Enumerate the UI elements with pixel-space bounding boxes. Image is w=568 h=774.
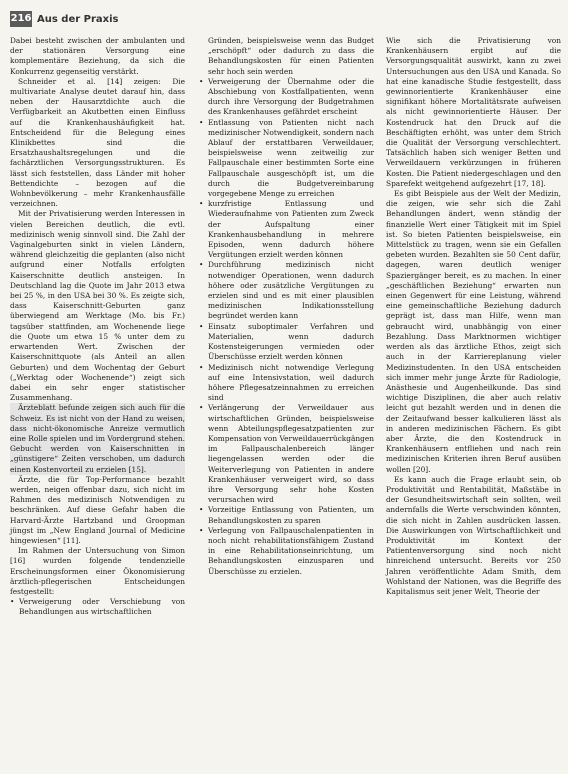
list-item: • Entlassung von Patienten nicht nach medizinischer Notwendigkeit, sondern nach Ablauf der erstattbaren Verweildauer, beispielsweise wenn zeitweilig zur Fallpauschale einer bestimmten Sorte eine Fallpauschale ausgeschöpft ist, um die durch die Budgetvereinbarung vorgegebene Menge zu erreichen [199,118,374,200]
paragraph: Gründen, beispielsweise wenn das Budget „erschöpft“ oder dadurch zu dass die Behandlungskosten für einen Patienten sehr hoch sein werden [208,36,374,76]
paragraph: Dabei besteht zwischen der ambulanten und der stationären Versorgung eine komplementäre Beziehung, da sich die Konkurrenz gegenseitig verstärkt. [10,36,185,76]
page-number: 216 [10,11,32,27]
text-column-1 [10,36,185,618]
paragraph: Es kann auch die Frage erlaubt sein, ob Produktivität und Rentabilität, Maßstäbe in der Gesundheitswirtschaft sein sollten, weil andernfalls die Werte verschwinden könnten, die sich nicht in Zahlen ausdrücken lassen. Die Auswirkungen von Wirtschaftlichkeit und Produktivität im Kontext der Patientenversorgung sind noch nicht hinreichend untersucht. Bereits vor 250 Jahren veröffentlichte Adam Smith, dem Wohlstand der Nationen, was die Begriffe des Kapitalismus seit jener Welt, Theorie der [386,474,561,596]
paragraph: Schneider et al. [14] zeigen: Die multivariate Analyse deutet darauf hin, dass neben der Hausarztdichte auch die Verfügbarkeit an Akutbetten einen Einfluss auf die Krankenhaushäufigkeit hat. Entscheidend für die Belegung eines Klinikbettes sind die Ersatzhaushaltsregelungen und die fachärztlichen Versorgungsstrukturen. Es lässt sich feststellen, dass Länder mit hoher Bettendichte – bezogen auf die Wohnbevölkerung – mehr Krankenhausfälle verzeichnen. [10,76,185,209]
bullet-list [199,77,374,577]
list-item: • Verlegung von Fallpauschalenpatienten in noch nicht rehabilitationsfähigem Zustand in eine Rehabilitationseinrichtung, um Behandlungskosten einzusparen und Überschüsse zu erzielen. [199,526,374,577]
list-item: • kurzfristige Entlassung und Wiederaufnahme von Patienten zum Zweck der Aufspaltung einer Krankenhausbehandlung in mehrere Episoden, wenn dadurch höhere Vergütungen erzielt werden können [199,199,374,260]
paragraph: Ärzteblatt befunde zeigen sich auch für die Schweiz. Es ist nicht von der Hand zu weisen, dass nicht-ökonomische Anreize vermutlich eine Rolle spielen und im Vordergrund stehen. Gebucht werden von Kaiserschnitten in „günstigere“ Zeiten verschoben, um dadurch einen Kostenvorteil zu erzielen [15]. [10,403,185,474]
text-column-2 [199,36,374,577]
list-item: • Verweigerung der Übernahme oder die Abschiebung von Kostfallpatienten, wenn durch ihre Versorgung der Budgetrahmen des Krankenhauses gefährdet erscheint [199,77,374,118]
list-item: • Verweigerung oder Verschiebung von Behandlungen aus wirtschaftlichen [10,597,185,617]
page-header [10,10,118,28]
paragraph: Es gibt Beispiele aus der Welt der Medizin, die zeigen, wie sehr sich die Zahl Behandlungen ändert, wenn ständig der finanzielle Wert einer Tätigkeit mit im Spiel ist. So bieten Patienten beispielsweise, ein Mittelstück zu tragen, wenn sie ein Gefallen gebeten wurden. Bezahlten sie 50 Cent dafür, dagegen, waren deutlich weniger Spaziergänger bereit, es zu machen. In einer „geschäftlichen Beziehung“ erwarten nun einen Gegenwert für eine Leistung, während eine gemeinschaftliche Beziehung dadurch geprägt ist, dass man Hilfe, wenn man gebraucht wird, unabhängig von einer Bezahlung. Dass Marktnormen wichtiger werden als das ärztliche Ethos, zeigt sich auch in der Karriereplanung vieler Medizinstudenten. In den USA entscheiden sich immer mehr junge Ärzte für Radiologie, Anästhesie und Augenheilkunde. Das sind wichtige Disziplinen, die aber auch relativ leicht gut bezahlt werden und in denen die der Zeitaufwand besser kalkulieren lässt als in anderen medizinischen Fächern. Es gibt aber Ärzte, die den Kostendruck in Krankenhäusern entfliehen und nach rein medizinischen Kriterien ihren Beruf ausüben wollen [20]. [386,189,561,474]
paragraph: Mit der Privatisierung werden Interessen in vielen Bereichen deutlich, die evtl. medizinisch wenig sinnvoll sind. Die Zahl der Vaginalgeburten sinkt in vielen Ländern, während gleichzeitig die geplanten (also nicht aufgrund einer Notfalls erfolgten Kaiserschnitte deutlich ansteigen. In Deutschland lag die Quote im Jahr 2013 etwa bei 25 %, in den USA bei 30 %. Es zeigte sich, dass Kaiserschnitt-Geburten ganz überwiegend am Werktage (Mo. bis Fr.) tagsüber stattfinden, am Wochenende liege die Quote um etwa 15 % unter dem zu erwartenden Wert. Zwischen der Kaiserschnittquote (als Anteil an allen Geburten) und dem Wochentag der Geburt („Werktag oder Wochenende“) zeigt sich dabei ein sehr enger statistischer Zusammenhang. [10,209,185,403]
list-item: • Einsatz suboptimaler Verfahren und Materialien, wenn dadurch Kostensteigerungen vermieden oder Überschüsse erzielt werden können [199,322,374,363]
list-item: • Medizinisch nicht notwendige Verlegung auf eine Intensivstation, weil dadurch höhere Pflegesatzeinnahmen zu erreichen sind [199,363,374,404]
paragraph: Wie sich die Privatisierung von Krankenhäusern ergibt auf die Versorgungsqualität auswirkt, kann zu zwei Untersuchungen aus den USA und Kanada. So hat eine kanadische Studie festgestellt, dass gewinnorientierte Krankenhäuser eine signifikant höhere Mortalitätsrate aufweisen als nicht gewinnorientierte Häuser. Der Kostendruck hat den Druck auf die Beschäftigten erhöht, was unter dem Strich die Qualität der Versorgung verschlechtert. Tatsächlich haben sich weniger Betten und Verweildauern verkürzungen in früheren Kosten. Die Patient niedergeschlagen und den Sparefekt weitgehend aufgezehrt [17, 18]. [386,36,561,188]
list-item: • Vorzeitige Entlassung von Patienten, um Behandlungskosten zu sparen [199,505,374,525]
list-item: • Verlängerung der Verweildauer aus wirtschaftlichen Gründen, beispielsweise wenn Abteilungspflegesatzpatienten zur Kompensation von Verweildauerrückgängen im Fallpauschalenbereich länger liegengelassen werden oder die Weiterverlegung von Patienten in andere Krankenhäuser verweigert wird, so dass ihre Versorgung sehr hohe Kosten verursachen wird [199,403,374,505]
paragraph: Im Rahmen der Untersuchung von Simon [16] wurden folgende tendenzielle Erscheinungsformen einer Ökonomisierung ärztlich-pflegerischen Entscheidungen festgestellt: [10,546,185,596]
list-item: • Durchführung medizinisch nicht notwendiger Operationen, wenn dadurch höhere oder zusätzliche Vergütungen zu erzielen sind und es mit einer plausiblen medizinischen Indikationsstellung begründet werden kann [199,260,374,321]
text-column-3 [386,36,561,597]
bullet-list [10,597,185,617]
paragraph: Ärzte, die für Top-Performance bezahlt werden, neigen offenbar dazu, sich nicht im Rahmen des medizinisch Notwendigen zu beschränken. Auf diese Gefahr haben die Harvard-Ärzte Hartzband und Groopman jüngst im „New England Journal of Medicine hingewiesen“ [11]. [10,474,185,545]
section-title: Aus der Praxis [37,13,119,25]
